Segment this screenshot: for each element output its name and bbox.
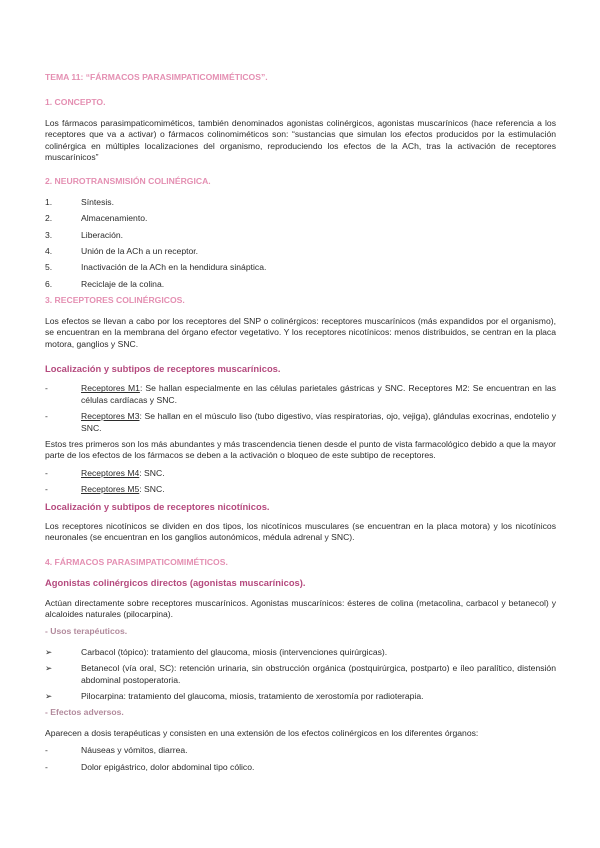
muscarinic-heading: Localización y subtipos de receptores muscarínicos. (45, 362, 281, 374)
synthesis-list (45, 197, 556, 290)
receptor-m5-item: - Receptores M5: SNC. (45, 484, 165, 495)
receptor-m3-item: - Receptores M3: Se hallan en el músculo liso (tubo digestivo, vías respiratorias, ojo, vejiga), glándulas exocrinas, endotelio y SNC. (45, 411, 556, 433)
therapeutic-uses-heading: - Usos terapéuticos. (45, 626, 128, 637)
adverse-effects-heading: - Efectos adversos. (45, 707, 124, 718)
list-item: ➢ Betanecol (vía oral, SC): retención urinaria, sin obstrucción orgánica (postquirúrgica, postparto) e íleo paralítico, distensión abdominal postoperatoria. (45, 663, 556, 685)
direct-agonists-text: Actúan directamente sobre receptores muscarínicos. Agonistas muscarínicos: ésteres de colina (metacolina, carbacol y betanecol) y alcaloides naturales (pilocarpina). (45, 597, 556, 619)
list-item: 1. Síntesis. (45, 196, 114, 207)
section-3-text: Los efectos se llevan a cabo por los receptores del SNP o colinérgicos: receptores muscarínicos (más expandidos por el organismo), se encuentran en la membrana del órgano efector vegetativo. Y los receptores nicotínicos: menos distribuidos, se centran en la placa motora, ganglios y SNC. (45, 315, 556, 349)
list-item: - Náuseas y vómitos, diarrea. (45, 745, 188, 756)
section-4-heading: 4. FÁRMACOS PARASIMPATICOMIMÉTICOS. (45, 556, 228, 567)
list-item: - Dolor epigástrico, dolor abdominal tipo cólico. (45, 761, 255, 772)
list-item: ➢ Carbacol (tópico): tratamiento del glaucoma, miosis (intervenciones quirúrgicas). (45, 646, 388, 657)
list-item: ➢ Pilocarpina: tratamiento del glaucoma, miosis, tratamiento de xerostomía por radioterapia. (45, 691, 424, 702)
adverse-effects-text: Aparecen a dosis terapéuticas y consisten en una extensión de los efectos colinérgicos en los diferentes órganos: (45, 727, 479, 738)
receptor-m4-item: - Receptores M4: SNC. (45, 467, 165, 478)
direct-agonists-heading: Agonistas colinérgicos directos (agonistas muscarínicos). (45, 577, 306, 589)
list-item: 3. Liberación. (45, 229, 124, 240)
nicotinic-text: Los receptores nicotínicos se dividen en dos tipos, los nicotínicos musculares (se encuentran en la placa motora) y los nicotínicos neuronales (se encuentran en los ganglios autonómicos, médula adrenal y SNC). (45, 520, 556, 543)
section-1-text: Los fármacos parasimpaticomiméticos, también denominados agonistas colinérgicos, agonistas muscarínicos (hace referencia a los receptores que va a activar) o fármacos colinomiméticos son: “sustancias que simulan los efectos producidos por la estimulación colinérgica en múltiples localizaciones del organismo, reproduciendo los efectos de la ACh, tras la activación de receptores muscarínicos” (45, 117, 556, 163)
muscarinic-note: Estos tres primeros son los más abundantes y más trascendencia tienen desde el punto de vista farmacológico debido a que la mayor parte de los efectos de los fármacos se deben a la activación o bloqueo de este subtipo de receptores. (45, 438, 556, 461)
list-item: 6. Reciclaje de la colina. (45, 278, 165, 289)
nicotinic-heading: Localización y subtipos de receptores nicotínicos. (45, 500, 270, 512)
receptor-m1-m2-item: - Receptores M1: Se hallan especialmente en las células parietales gástricas y SNC. Receptores M2: Se encuentran en las células cardíacas y SNC. (45, 383, 556, 405)
list-item: 4. Unión de la ACh a un receptor. (45, 246, 199, 257)
list-item: 2. Almacenamiento. (45, 213, 148, 224)
section-2-heading: 2. NEUROTRANSMISIÓN COLINÉRGICA. (45, 176, 211, 187)
document-title: TEMA 11: “FÁRMACOS PARASIMPATICOMIMÉTICOS”. (45, 72, 268, 82)
list-item: 5. Inactivación de la ACh en la hendidura sináptica. (45, 262, 267, 273)
section-3-heading: 3. RECEPTORES COLINÉRGICOS. (45, 295, 185, 306)
section-1-heading: 1. CONCEPTO. (45, 97, 106, 108)
